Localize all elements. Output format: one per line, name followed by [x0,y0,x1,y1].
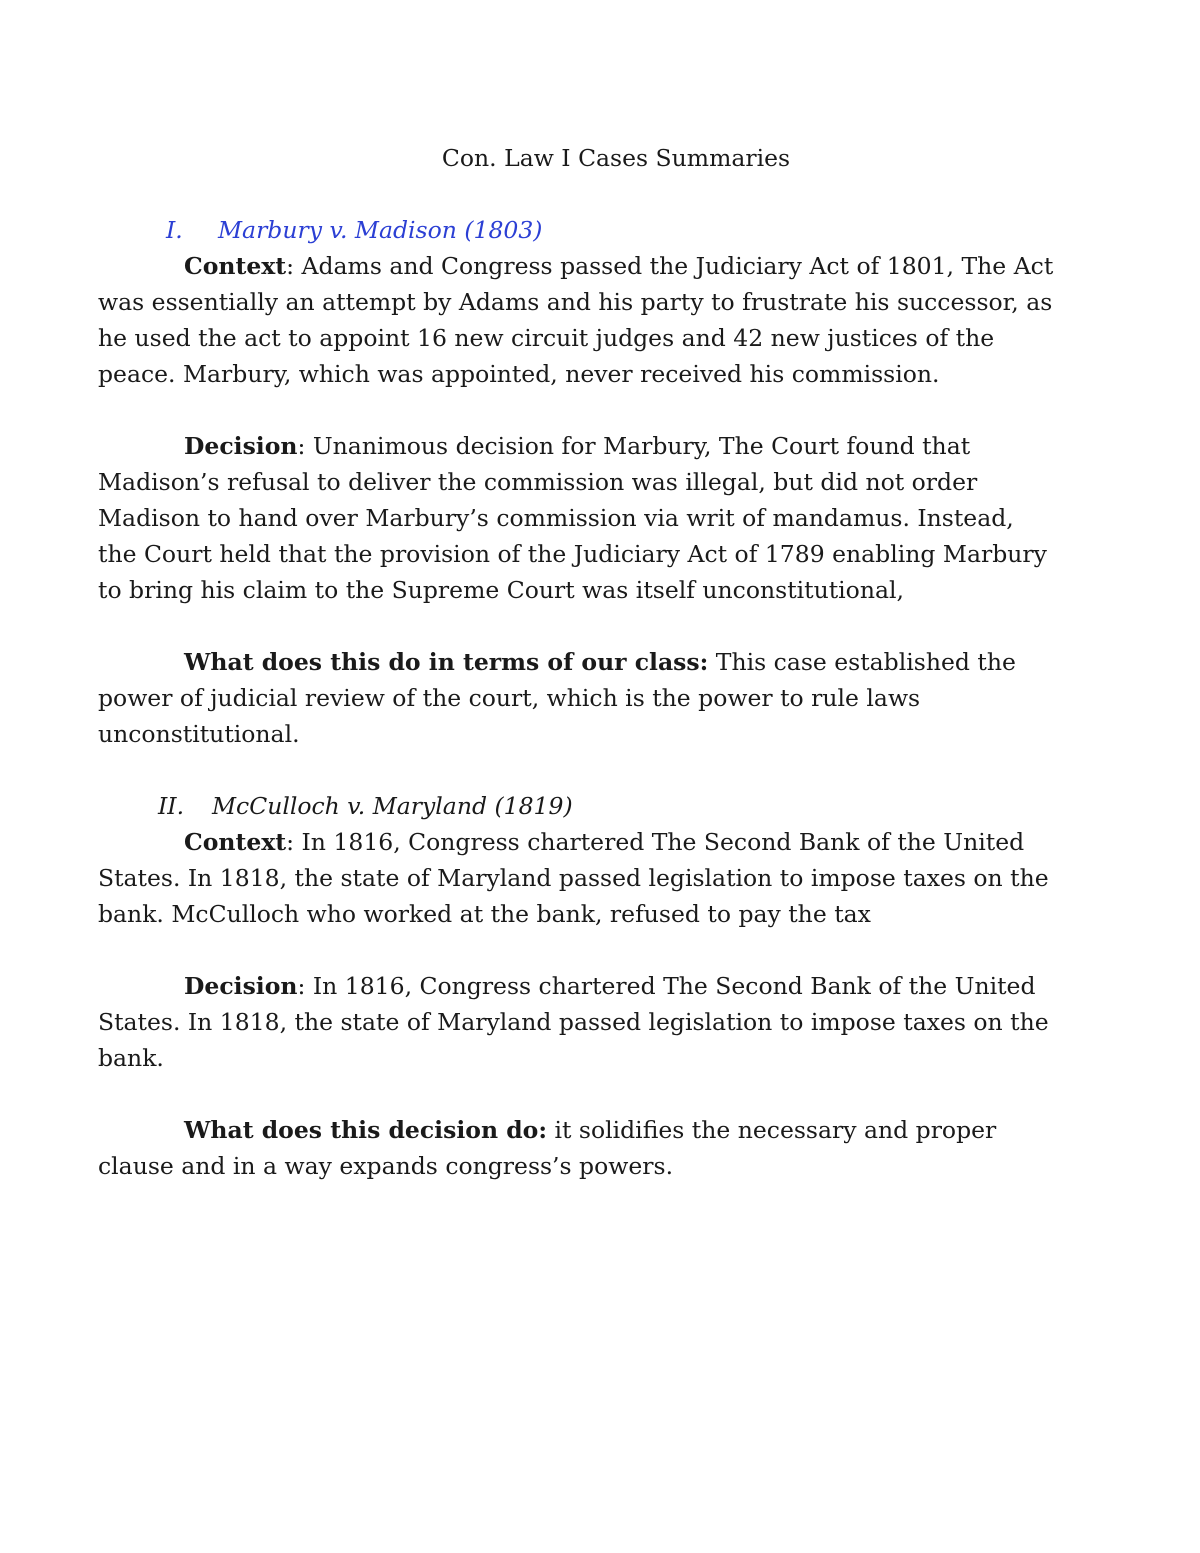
case-heading-mcculloch [98,788,1058,824]
paragraph-spacer [98,932,1058,968]
case-number: II. [158,792,185,820]
significance-label: What does this do in terms of our class: [184,648,709,676]
context-text: : Adams and Congress passed the Judiciary Act of 1801, The Act was essentially an attempt by Adams and his party to frustrate his successor, as he used the act to appoint 16 new circuit judges and 42 new justices of the peace. Marbury, which was appointed, never received his commission. [98,252,1054,388]
case-context-paragraph [98,248,1058,392]
case-context-paragraph [98,824,1058,932]
document-title: Con. Law I Cases Summaries [441,144,791,172]
decision-text: : In 1816, Congress chartered The Second Bank of the United States. In 1818, the state of Maryland passed legislation to impose taxes on the bank. [98,972,1049,1072]
case-number: I. [166,216,183,244]
case-name: McCulloch v. Maryland (1819) [212,792,573,820]
decision-text: : Unanimous decision for Marbury, The Court found that Madison’s refusal to deliver the commission was illegal, but did not order Madison to hand over Marbury’s commission via writ of mandamus. Instead, the Court held that the provision of the Judiciary Act of 1789 enabling Marbury to bring his claim to the Supreme Court was itself unconstitutional, [98,432,1047,604]
context-label: Context [184,252,287,280]
significance-text: it solidifies the necessary and proper clause and in a way expands congress’s powers. [98,1116,997,1180]
decision-label: Decision [184,972,298,1000]
case-significance-paragraph [98,1112,1058,1184]
significance-text: This case established the power of judicial review of the court, which is the power to rule laws unconstitutional. [98,648,1016,748]
case-name: Marbury v. Madison (1803) [218,216,543,244]
document-page [98,140,1058,1184]
paragraph-spacer [98,392,1058,428]
case-heading-marbury [98,212,1058,248]
decision-label: Decision [184,432,298,460]
case-decision-paragraph [98,428,1058,608]
context-label: Context [184,828,287,856]
context-text: : In 1816, Congress chartered The Second Bank of the United States. In 1818, the state of Maryland passed legislation to impose taxes on the bank. McCulloch who worked at the bank, refused to pay the tax [98,828,1049,928]
paragraph-spacer [98,1076,1058,1112]
case-significance-paragraph [98,644,1058,752]
case-decision-paragraph [98,968,1058,1076]
paragraph-spacer [98,608,1058,644]
significance-label: What does this decision do: [184,1116,547,1144]
